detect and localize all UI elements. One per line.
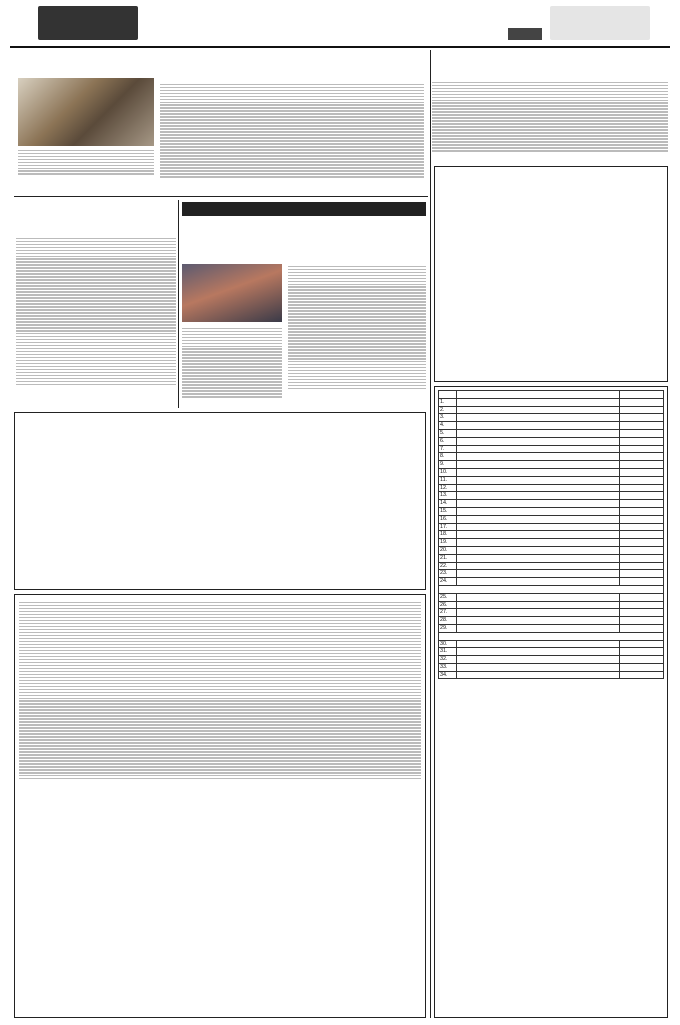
annexure-item (457, 609, 620, 617)
annexure-item (457, 648, 620, 656)
annexure-item (457, 601, 620, 609)
story-text-condolence (432, 80, 668, 162)
annexure-rate (620, 671, 664, 679)
annexure-item (457, 515, 620, 523)
annexure-sno: 14. (439, 500, 457, 508)
annexure-item (457, 484, 620, 492)
annexure-row (439, 476, 664, 484)
story-text-isro (160, 82, 424, 192)
annexure-row (439, 562, 664, 570)
annexure-item (457, 429, 620, 437)
annexure-item (457, 546, 620, 554)
annexure-item (457, 422, 620, 430)
annexure-item (457, 624, 620, 632)
annexure-item (457, 461, 620, 469)
annexure-sno: 7. (439, 445, 457, 453)
annexure-row (439, 640, 664, 648)
annexure-item (457, 476, 620, 484)
annexure-item (457, 539, 620, 547)
annexure-item (457, 453, 620, 461)
annexure-sno: 25. (439, 593, 457, 601)
city-badge (508, 28, 542, 40)
annexure-table (438, 390, 664, 679)
annexure-row (439, 546, 664, 554)
story-text-cultural (288, 264, 426, 408)
story-text-degree (16, 236, 176, 406)
annexure-row (439, 445, 664, 453)
annexure-row (439, 422, 664, 430)
annexure-sno: 6. (439, 437, 457, 445)
annexure-rate (620, 531, 664, 539)
annexure-rate (620, 507, 664, 515)
annexure-rate (620, 578, 664, 586)
annexure-item (457, 531, 620, 539)
annexure-row (439, 453, 664, 461)
annexure-sno: 29. (439, 624, 457, 632)
annexure-item (457, 406, 620, 414)
annexure-item (457, 640, 620, 648)
annexure-rate (620, 492, 664, 500)
annexure-sno: 20. (439, 546, 457, 554)
diet-notice (434, 166, 668, 382)
rule (430, 50, 431, 1018)
annexure-row (439, 507, 664, 515)
annexure-section-row (439, 632, 664, 640)
annexure-section-label (439, 585, 664, 593)
annexure-item (457, 437, 620, 445)
annexure-row (439, 484, 664, 492)
annexure-item (457, 562, 620, 570)
annexure-rate (620, 414, 664, 422)
annexure-rate (620, 656, 664, 664)
annexure-row (439, 437, 664, 445)
annexure-sno: 32. (439, 656, 457, 664)
annexure-row (439, 500, 664, 508)
annexure-sno: 27. (439, 609, 457, 617)
annexure-rate (620, 515, 664, 523)
annexure-rate (620, 640, 664, 648)
annexure-section-row (439, 585, 664, 593)
annexure-sno: 31. (439, 648, 457, 656)
annexure-sno: 34. (439, 671, 457, 679)
annexure-rate (620, 539, 664, 547)
annexure-sno: 22. (439, 562, 457, 570)
annexure-rate (620, 500, 664, 508)
annexure-row (439, 671, 664, 679)
annexure-rate (620, 624, 664, 632)
header-bar (10, 6, 670, 46)
story-photo-cultural (182, 264, 282, 322)
story-text-cultural-2 (182, 326, 282, 408)
annexure-row (439, 624, 664, 632)
annexure-row (439, 539, 664, 547)
annexure-sno: 3. (439, 414, 457, 422)
annexure-item (457, 468, 620, 476)
story-caption-isro (18, 148, 154, 193)
annexure-sno: 18. (439, 531, 457, 539)
annexure-sno: 16. (439, 515, 457, 523)
annexure-row (439, 492, 664, 500)
annexure-rate (620, 648, 664, 656)
annexure-rate (620, 422, 664, 430)
story-photo-isro (18, 78, 154, 146)
annexure-rate (620, 429, 664, 437)
annexure-item (457, 507, 620, 515)
annexure-rate (620, 468, 664, 476)
annexure-sno: 11. (439, 476, 457, 484)
annexure-sno: 28. (439, 617, 457, 625)
annexure-item (457, 617, 620, 625)
annexure-row (439, 656, 664, 664)
annexure-rate (620, 437, 664, 445)
annexure-rate (620, 562, 664, 570)
annexure-section-label (439, 632, 664, 640)
annexure-rate (620, 663, 664, 671)
annexure-rate (620, 445, 664, 453)
annexure-sno: 19. (439, 539, 457, 547)
hospital-notice (434, 386, 668, 1018)
annexure-item (457, 671, 620, 679)
annexure-row (439, 593, 664, 601)
annexure-item (457, 656, 620, 664)
annexure-item (457, 523, 620, 531)
rule (14, 196, 428, 197)
rnb-notice (14, 594, 426, 1018)
annexure-row (439, 531, 664, 539)
story-kicker-cultural (182, 202, 426, 216)
annexure-sno: 23. (439, 570, 457, 578)
annexure-row (439, 406, 664, 414)
annexure-sno: 21. (439, 554, 457, 562)
annexure-item (457, 578, 620, 586)
annexure-row (439, 398, 664, 406)
annexure-rate (620, 554, 664, 562)
annexure-rate (620, 593, 664, 601)
annexure-row (439, 648, 664, 656)
annexure-item (457, 663, 620, 671)
annexure-item (457, 554, 620, 562)
annexure-item (457, 593, 620, 601)
annexure-rate (620, 601, 664, 609)
annexure-row (439, 609, 664, 617)
annexure-sno: 17. (439, 523, 457, 531)
annexure-row (439, 554, 664, 562)
rnb-conditions-text (19, 602, 421, 794)
annexure-rate (620, 609, 664, 617)
annexure-row (439, 515, 664, 523)
tlmd-notice (14, 412, 426, 590)
masthead-right (550, 6, 650, 40)
annexure-rate (620, 484, 664, 492)
annexure-row (439, 663, 664, 671)
annexure-row (439, 429, 664, 437)
annexure-rate (620, 617, 664, 625)
annexure-sno: 12. (439, 484, 457, 492)
annexure-rate (620, 476, 664, 484)
annexure-row (439, 468, 664, 476)
annexure-sno: 26. (439, 601, 457, 609)
annexure-rate (620, 398, 664, 406)
annexure-row (439, 601, 664, 609)
annexure-sno: 15. (439, 507, 457, 515)
annexure-item (457, 398, 620, 406)
annexure-row (439, 523, 664, 531)
masthead-left (38, 6, 138, 40)
annexure-rate (620, 546, 664, 554)
annexure-row (439, 414, 664, 422)
rule (178, 200, 179, 408)
annexure-item (457, 492, 620, 500)
annexure-sno: 30. (439, 640, 457, 648)
annexure-sno: 2. (439, 406, 457, 414)
annexure-rate (620, 461, 664, 469)
annexure-sno: 9. (439, 461, 457, 469)
annexure-sno: 24. (439, 578, 457, 586)
annexure-header-row (439, 391, 664, 399)
annexure-rate (620, 570, 664, 578)
annexure-row (439, 461, 664, 469)
annexure-row (439, 570, 664, 578)
annexure-item (457, 445, 620, 453)
annexure-rate (620, 406, 664, 414)
annexure-row (439, 617, 664, 625)
annexure-col-rate (620, 391, 664, 399)
annexure-sno: 8. (439, 453, 457, 461)
annexure-item (457, 570, 620, 578)
annexure-row (439, 578, 664, 586)
annexure-sno: 33. (439, 663, 457, 671)
annexure-sno: 10. (439, 468, 457, 476)
annexure-item (457, 414, 620, 422)
annexure-rate (620, 453, 664, 461)
annexure-item (457, 500, 620, 508)
annexure-sno: 1. (439, 398, 457, 406)
annexure-rate (620, 523, 664, 531)
header-rule (10, 46, 670, 48)
annexure-col-sno (439, 391, 457, 399)
annexure-sno: 4. (439, 422, 457, 430)
annexure-sno: 13. (439, 492, 457, 500)
annexure-sno: 5. (439, 429, 457, 437)
annexure-col-item (457, 391, 620, 399)
